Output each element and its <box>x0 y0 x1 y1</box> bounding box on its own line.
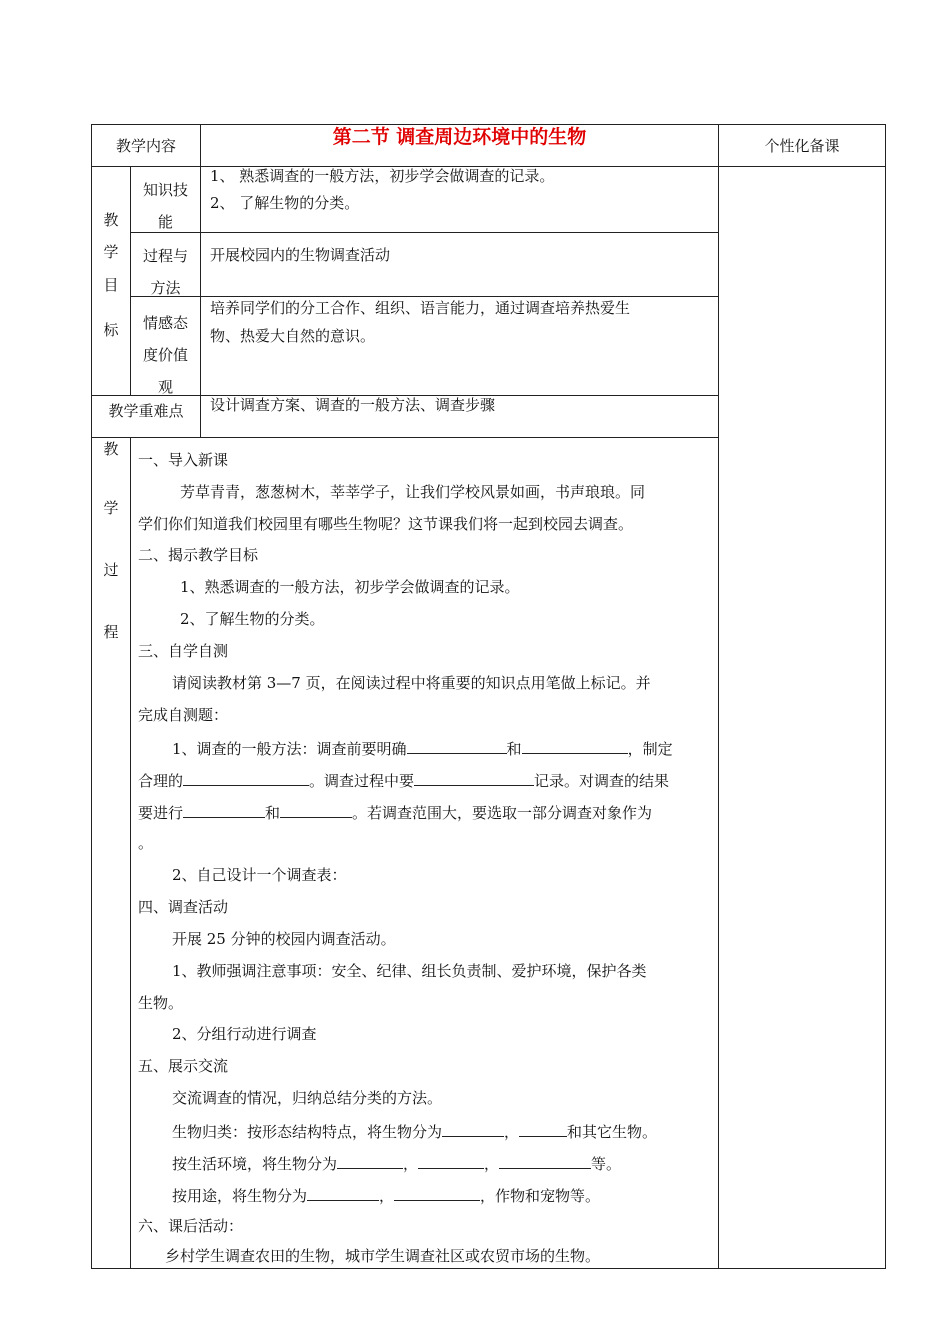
section-3-paragraph-line-1: 请阅读教材第 3—7 页，在阅读过程中将重要的知识点用笔做上标记。并 <box>172 674 651 692</box>
keypoints-row-divider <box>91 437 718 438</box>
answer-blank[interactable] <box>183 801 265 818</box>
process-group-label-3: 过 <box>103 561 119 579</box>
answer-blank[interactable] <box>183 769 309 786</box>
answer-blank[interactable] <box>337 1152 403 1169</box>
table-border-bottom <box>91 1268 886 1269</box>
quiz-1-line-1 <box>172 737 673 759</box>
section-1-paragraph-line-2: 学们你们知道我们校园里有哪些生物呢？这节课我们将一起到校园去调查。 <box>138 515 634 533</box>
objectives-label-divider <box>200 166 201 438</box>
knowledge-item-2: 2、 了解生物的分类。 <box>210 194 360 212</box>
answer-blank[interactable] <box>394 1184 480 1201</box>
quiz-1-line-2 <box>138 769 669 791</box>
answer-blank[interactable] <box>407 737 507 754</box>
notes-column-divider <box>718 124 719 1269</box>
attitude-label-line-3: 观 <box>157 378 173 396</box>
keypoints-label: 教学重难点 <box>108 402 184 420</box>
answer-blank[interactable] <box>522 737 628 754</box>
attitude-label-line-2: 度价值 <box>142 346 188 364</box>
section-5-paragraph: 交流调查的情况，归纳总结分类的方法。 <box>172 1089 443 1107</box>
process-label-line-1: 过程与 <box>142 247 188 265</box>
classification-text: 和其它生物。 <box>567 1123 658 1141</box>
classification-line-1 <box>172 1120 657 1142</box>
classification-text: 生物归类：按形态结构特点，将生物分为 <box>172 1123 443 1141</box>
process-label-divider <box>130 437 131 1269</box>
quiz-1-text: 和 <box>506 740 522 758</box>
quiz-1-text: 要进行 <box>138 804 184 822</box>
knowledge-item-1: 1、 熟悉调查的一般方法，初步学会做调查的记录。 <box>210 167 555 185</box>
classification-text: ， <box>403 1155 419 1173</box>
quiz-1-text: 。若调查范围大，要选取一部分调查对象作为 <box>352 804 653 822</box>
section-5-title: 五、展示交流 <box>138 1057 229 1075</box>
section-4-item-1-line-2: 生物。 <box>138 994 184 1012</box>
page-title: 第二节 调查周边环境中的生物 <box>332 126 587 148</box>
section-2-item-2: 2、了解生物的分类。 <box>180 610 325 628</box>
knowledge-label-line-1: 知识技 <box>142 181 188 199</box>
answer-blank[interactable] <box>280 801 352 818</box>
classification-line-3 <box>172 1184 600 1206</box>
process-label-line-2: 方法 <box>150 279 181 297</box>
section-6-title: 六、课后活动： <box>138 1217 244 1235</box>
classification-line-2 <box>172 1152 621 1174</box>
quiz-1-text: 和 <box>265 804 281 822</box>
process-group-label-4: 程 <box>103 623 119 641</box>
section-4-title: 四、调查活动 <box>138 898 229 916</box>
objectives-group-label-3: 目 <box>103 276 119 294</box>
process-row-divider <box>130 296 718 297</box>
section-1-title: 一、导入新课 <box>138 451 229 469</box>
knowledge-label-line-2: 能 <box>157 213 173 231</box>
section-3-title: 三、自学自测 <box>138 642 229 660</box>
content-label: 教学内容 <box>115 137 176 155</box>
section-6-paragraph: 乡村学生调查农田的生物，城市学生调查社区或农贸市场的生物。 <box>165 1247 601 1265</box>
classification-text: 按用途，将生物分为 <box>172 1187 308 1205</box>
quiz-1-text: 合理的 <box>138 772 184 790</box>
table-border-right <box>885 124 886 1269</box>
answer-blank[interactable] <box>499 1152 591 1169</box>
quiz-1-text: 。调查过程中要 <box>309 772 415 790</box>
classification-text: ，作物和宠物等。 <box>480 1187 601 1205</box>
attitude-text-line-1: 培养同学们的分工合作、组织、语言能力，通过调查培养热爱生 <box>210 299 631 317</box>
section-2-item-1: 1、熟悉调查的一般方法，初步学会做调查的记录。 <box>180 578 520 596</box>
quiz-1-text: 1、调查的一般方法：调查前要明确 <box>172 740 407 758</box>
objectives-group-label-4: 标 <box>103 321 119 339</box>
answer-blank[interactable] <box>418 1152 484 1169</box>
objectives-group-label-1: 教 <box>103 211 119 229</box>
quiz-1-line-3 <box>138 801 652 823</box>
classification-text: 等。 <box>591 1155 622 1173</box>
quiz-1-text: 记录。对调查的结果 <box>534 772 670 790</box>
classification-text: 按生活环境，将生物分为 <box>172 1155 338 1173</box>
classification-text: ， <box>504 1123 520 1141</box>
answer-blank[interactable] <box>307 1184 379 1201</box>
section-2-title: 二、揭示教学目标 <box>138 546 259 564</box>
answer-blank[interactable] <box>519 1120 567 1137</box>
section-4-paragraph: 开展 25 分钟的校园内调查活动。 <box>172 930 396 948</box>
process-text: 开展校园内的生物调查活动 <box>210 246 391 264</box>
knowledge-row-divider <box>130 232 718 233</box>
process-group-label-1: 教 <box>103 440 119 458</box>
process-group-label-2: 学 <box>103 499 119 517</box>
classification-text: ， <box>484 1155 500 1173</box>
keypoints-text: 设计调查方案、调查的一般方法、调查步骤 <box>210 396 496 414</box>
attitude-label-line-1: 情感态 <box>142 314 188 332</box>
section-1-paragraph-line-1: 芳草青青，葱葱树木，莘莘学子，让我们学校风景如画，书声琅琅。同 <box>180 483 646 501</box>
classification-text: ， <box>379 1187 395 1205</box>
section-4-item-1-line-1: 1、教师强调注意事项：安全、纪律、组长负责制、爱护环境，保护各类 <box>172 962 647 980</box>
quiz-2: 2、自己设计一个调查表： <box>172 866 347 884</box>
notes-column-label: 个性化备课 <box>764 137 840 155</box>
section-3-paragraph-line-2: 完成自测题： <box>138 706 229 724</box>
answer-blank[interactable] <box>414 769 534 786</box>
answer-blank[interactable] <box>442 1120 504 1137</box>
quiz-1-text: ，制定 <box>627 740 673 758</box>
attitude-text-line-2: 物、热爱大自然的意识。 <box>210 327 376 345</box>
objectives-group-label-2: 学 <box>103 243 119 261</box>
quiz-1-line-4: 。 <box>138 834 154 852</box>
section-4-item-2: 2、分组行动进行调查 <box>172 1025 317 1043</box>
table-border-left <box>91 124 92 1269</box>
